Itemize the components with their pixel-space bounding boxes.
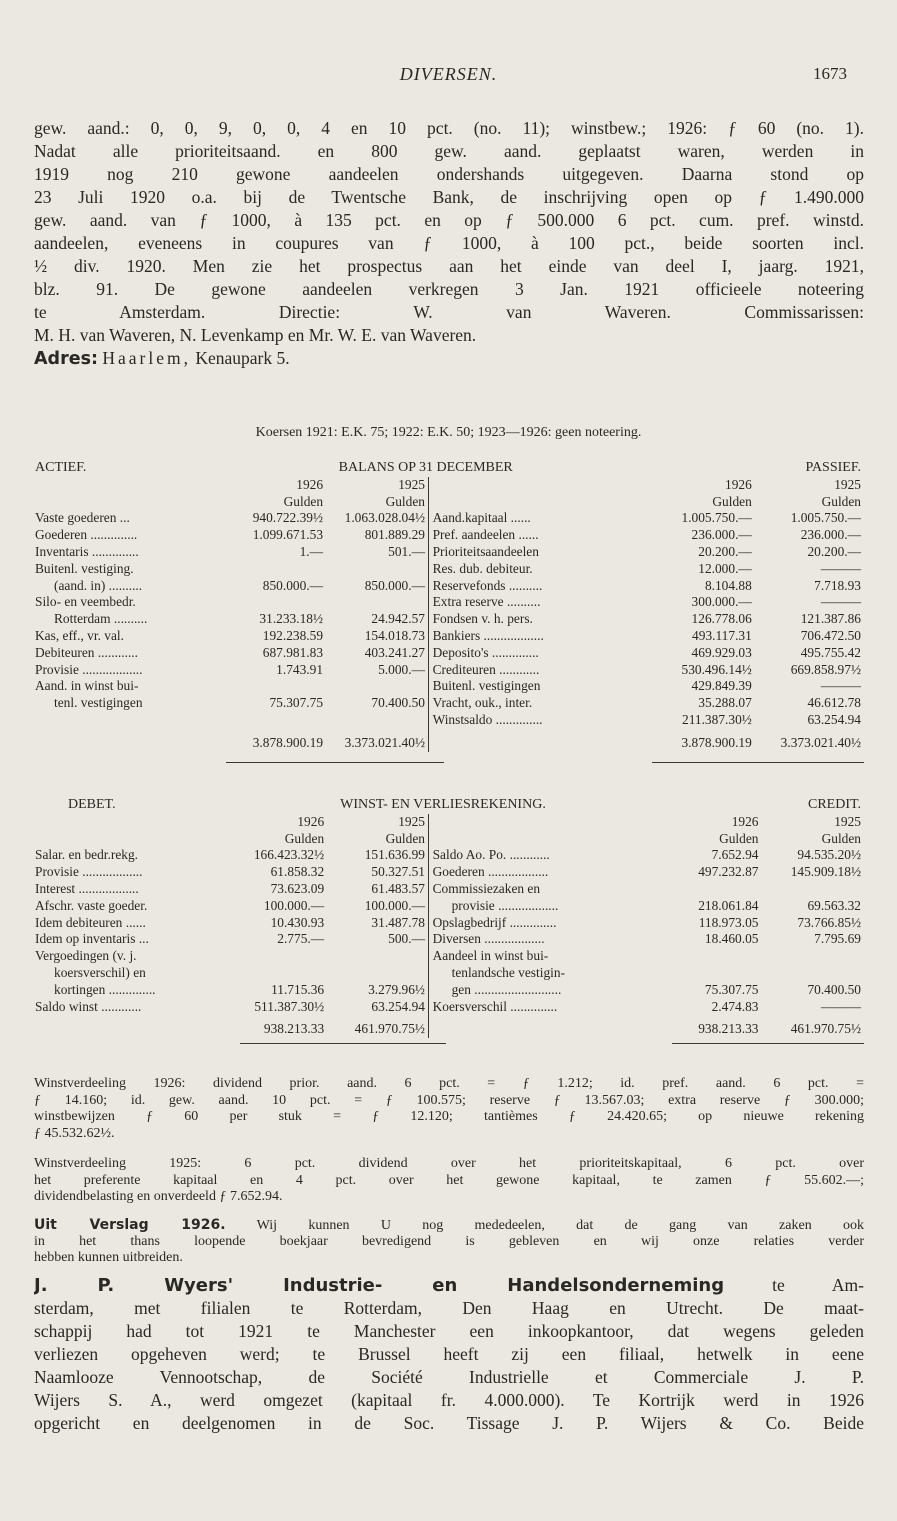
year-heading: 1925: [834, 813, 861, 829]
address-city: Haarlem,: [102, 348, 191, 368]
amount-cell: 100.000.—: [263, 897, 325, 913]
row-label: Buitenl. vestiging.: [35, 560, 134, 576]
table-row: [32, 864, 864, 881]
amount-cell: 11.715.36: [271, 981, 325, 997]
amount-cell: 20.200.—: [698, 543, 752, 559]
amount-cell: 511.387.30½: [254, 998, 325, 1014]
amount-cell: 10.430.93: [270, 914, 325, 930]
text-line: opgericht en deelgenomen in de Soc. Tissage J. P. Wijers & Co. Beide: [34, 1413, 864, 1433]
amount-cell: 500.—: [388, 931, 425, 947]
unit-heading: Gulden: [712, 493, 752, 509]
amount-cell: 154.018.73: [364, 627, 425, 643]
amount-cell: [227, 965, 327, 982]
table-row: [32, 578, 864, 595]
unit-heading: Gulden: [284, 830, 325, 846]
intro-line: M. H. van Waveren, N. Levenkamp en Mr. W. E. van Waveren.: [34, 325, 477, 345]
text-line: verliezen opgeheven werd; te Brussel heeft zij een filiaal, hetwelk in eene: [34, 1344, 864, 1364]
amount-cell: 166.423.32½: [253, 847, 325, 863]
winstverdeeling-1926: [34, 1076, 864, 1142]
amount-cell: 192.238.59: [262, 627, 324, 643]
balance-sheet-table: [32, 460, 864, 752]
row-label: tenl. vestigingen: [54, 695, 143, 711]
amount-cell: 31.233.18½: [259, 611, 324, 627]
row-label: Koersverschil ..............: [432, 998, 558, 1014]
row-label: Rotterdam ..........: [54, 611, 148, 627]
amount-cell: 1.005.750.—: [790, 510, 861, 526]
amount-cell: [326, 594, 428, 611]
year-heading: 1925: [834, 476, 861, 492]
amount-cell: 5.000.—: [378, 661, 425, 677]
amount-cell: 73.766.85½: [797, 914, 861, 930]
credit-heading: CREDIT.: [807, 797, 861, 812]
page-header: [0, 64, 897, 88]
row-label: Res. dub. debiteur.: [432, 560, 533, 576]
address-line: [34, 347, 864, 370]
amount-cell: 24.942.57: [371, 611, 425, 627]
row-label: Vaste goederen ...: [35, 510, 130, 526]
amount-cell: 940.722.39½: [252, 510, 324, 526]
amount-cell: 31.487.78: [371, 914, 425, 930]
unit-heading: Gulden: [283, 493, 324, 509]
intro-line: blz. 91. De gewone aandeelen verkregen 3 Jan. 1921 officieele noteering: [34, 279, 864, 299]
year-heading: 1926: [296, 476, 324, 492]
amount-cell: 3.279.96½: [368, 981, 425, 997]
total-rule: [226, 762, 444, 763]
amount-cell: 75.307.75: [704, 981, 759, 997]
amount-cell: 1.743.91: [276, 661, 324, 677]
row-label: Commissiezaken en: [432, 880, 541, 896]
amount-cell: [327, 965, 428, 982]
text-line: schappij had tot 1921 te Manchester een inkoopkantoor, dat wegens geleden: [34, 1321, 864, 1341]
actief-heading: ACTIEF.: [35, 460, 87, 475]
amount-cell: 7.718.93: [814, 577, 861, 593]
verslag-text: Wij kunnen U nog mededeelen, dat de gang van zaken ook: [256, 1218, 864, 1233]
address-label: Adres:: [34, 349, 98, 369]
amount-cell: 1.005.750.—: [681, 510, 752, 526]
total-cell: 3.373.021.40½: [344, 734, 425, 750]
text-line: Winstverdeeling 1925: 6 pct. dividend over het prioriteitskapitaal, 6 pct. over: [34, 1156, 864, 1171]
amount-cell: 850.000.—: [364, 577, 425, 593]
row-label: Interest ..................: [35, 880, 139, 896]
row-label: Silo- en veembedr.: [35, 594, 136, 610]
amount-cell: 61.483.57: [371, 880, 425, 896]
amount-cell: 1.—: [299, 543, 324, 559]
amount-cell: 469.929.03: [691, 644, 752, 660]
row-label: Debiteuren ............: [35, 644, 139, 660]
table-row: [32, 678, 864, 695]
text-line: ƒ 14.160; id. gew. aand. 10 pct. = ƒ 100.575; reserve ƒ 13.567.03; extra reserve ƒ 300.000;: [34, 1092, 864, 1108]
amount-cell: 706.472.50: [800, 627, 861, 643]
row-label: Saldo Ao. Po. ............: [432, 847, 550, 863]
total-cell: 461.970.75½: [790, 1021, 861, 1037]
intro-line: te Amsterdam. Directie: W. van Waveren. Commissarissen:: [34, 302, 864, 322]
amount-cell: 118.973.05: [698, 914, 759, 930]
amount-cell: 495.755.42: [800, 644, 861, 660]
amount-cell: ———: [820, 678, 861, 694]
amount-cell: 2.474.83: [711, 998, 759, 1014]
unit-heading: Gulden: [821, 493, 861, 509]
row-label: tenlandsche vestigin-: [451, 964, 566, 980]
amount-cell: 2.775.—: [277, 931, 325, 947]
amount-cell: ———: [820, 594, 861, 610]
year-heading: 1926: [297, 813, 325, 829]
amount-cell: 18.460.05: [704, 931, 759, 947]
row-label: provisie ..................: [451, 897, 559, 913]
total-cell: 461.970.75½: [354, 1021, 425, 1037]
row-label: Goederen ..................: [432, 864, 549, 880]
total-cell: 938.213.33: [263, 1021, 325, 1037]
row-label: koersverschil) en: [54, 964, 146, 980]
text-line: hebben kunnen uitbreiden.: [34, 1250, 183, 1265]
amount-cell: [659, 881, 761, 898]
verslag-paragraph: [34, 1217, 864, 1267]
amount-cell: 1.063.028.04½: [344, 510, 425, 526]
koersen-line: Koersen 1921: E.K. 75; 1922: E.K. 50; 1923—1926: geen noteering.: [255, 425, 642, 440]
table-row: [32, 527, 864, 544]
amount-cell: ———: [820, 560, 861, 576]
row-label: (aand. in) ..........: [54, 577, 143, 593]
row-label: Salar. en bedr.rekg.: [35, 847, 138, 863]
intro-line: 1919 nog 210 gewone aandeelen ondershands uitgegeven. Daarna stond op: [34, 164, 864, 184]
amount-cell: 300.000.—: [691, 594, 752, 610]
row-label: Kas, eff., vr. val.: [35, 627, 124, 643]
amount-cell: 20.200.—: [807, 543, 861, 559]
text-line: sterdam, met filialen te Rotterdam, Den Haag en Utrecht. De maat-: [34, 1298, 864, 1318]
amount-cell: 1.099.671.53: [252, 527, 324, 543]
text-line: Wijers S. A., werd omgezet (kapitaal fr. 4.000.000). Te Kortrijk werd in 1926: [34, 1390, 864, 1410]
debet-heading: DEBET.: [68, 797, 116, 812]
profit-loss-title: WINST- EN VERLIESREKENING.: [340, 797, 546, 812]
table-row: [32, 611, 864, 628]
running-title: DIVERSEN.: [399, 64, 498, 84]
amount-cell: 801.889.29: [364, 527, 425, 543]
amount-cell: 70.400.50: [371, 695, 425, 711]
amount-cell: 94.535.20½: [797, 847, 861, 863]
company-name: J. P. Wyers' Industrie- en Handelsonderneming: [34, 1275, 725, 1296]
table-row: [32, 847, 864, 864]
year-heading: 1925: [398, 813, 425, 829]
amount-cell: 850.000.—: [262, 577, 324, 593]
amount-cell: 63.254.94: [807, 711, 861, 727]
text-line: winstbewijzen ƒ 60 per stuk = ƒ 12.120; tantièmes ƒ 24.420.65; op nieuwe rekening: [34, 1109, 864, 1124]
amount-cell: 687.981.83: [262, 644, 324, 660]
amount-cell: [219, 561, 326, 578]
amount-cell: [659, 948, 761, 965]
text-line: [34, 1274, 864, 1297]
intro-line: Nadat alle prioriteitsaand. en 800 gew. aand. geplaatst waren, werden in: [34, 141, 864, 161]
unit-heading: Gulden: [385, 493, 425, 509]
amount-cell: 7.652.94: [711, 847, 759, 863]
unit-heading: Gulden: [719, 830, 759, 846]
amount-cell: 145.909.18½: [790, 864, 861, 880]
row-label: Goederen ..............: [35, 527, 138, 543]
amount-cell: 429.849.39: [691, 678, 752, 694]
row-label: Opslagbedrijf ..............: [432, 914, 557, 930]
row-label: Crediteuren ............: [432, 661, 540, 677]
amount-cell: 501.—: [388, 543, 425, 559]
row-label: [32, 712, 219, 729]
row-label: Winstsaldo ..............: [432, 711, 543, 727]
year-heading: 1926: [725, 476, 752, 492]
amount-cell: 12.000.—: [698, 560, 752, 576]
text-line: Naamlooze Vennootschap, de Société Industrielle et Commerciale J. P.: [34, 1367, 864, 1387]
page-number: 1673: [813, 64, 847, 83]
table-row: [32, 898, 864, 915]
profit-loss-table: [32, 797, 864, 1038]
row-label: Reservefonds ..........: [432, 577, 543, 593]
row-label: Pref. aandeelen ......: [432, 527, 539, 543]
table-row: [32, 712, 864, 729]
total-cell: 3.878.900.19: [681, 734, 752, 750]
amount-cell: [761, 948, 864, 965]
amount-cell: 100.000.—: [364, 897, 425, 913]
amount-cell: 669.858.97½: [790, 661, 861, 677]
table-row: [32, 510, 864, 527]
row-label: gen ..........................: [451, 981, 562, 997]
row-label: Deposito's ..............: [432, 644, 539, 660]
amount-cell: 7.795.69: [814, 931, 861, 947]
text-line: in het thans loopende boekjaar bevredigend is gebleven en wij onze relaties verder: [34, 1233, 864, 1249]
text-line: ƒ 45.532.62½.: [34, 1125, 115, 1141]
amount-cell: 63.254.94: [371, 998, 425, 1014]
amount-cell: 218.061.84: [698, 897, 759, 913]
total-rule: [672, 1043, 864, 1044]
amount-cell: [761, 881, 864, 898]
amount-cell: 211.387.30½: [682, 711, 752, 727]
amount-cell: [227, 948, 327, 965]
unit-heading: Gulden: [821, 830, 861, 846]
table-row: [32, 948, 864, 965]
amount-cell: 236.000.—: [691, 527, 752, 543]
table-row: [32, 628, 864, 645]
total-rule: [240, 1043, 446, 1044]
amount-cell: [219, 594, 326, 611]
table-row: [32, 881, 864, 898]
amount-cell: 8.104.88: [704, 577, 752, 593]
amount-cell: 497.232.87: [698, 864, 759, 880]
row-label: Vergoedingen (v. j.: [35, 948, 137, 964]
total-cell: 3.373.021.40½: [780, 734, 861, 750]
row-label: Bankiers ..................: [432, 627, 544, 643]
row-label: Idem op inventaris ...: [35, 931, 149, 947]
table-row: [32, 982, 864, 999]
amount-cell: 530.496.14½: [681, 661, 752, 677]
intro-line: ½ div. 1920. Men zie het prospectus aan het einde van deel I, jaarg. 1921,: [34, 256, 864, 276]
total-cell: 938.213.33: [698, 1021, 759, 1037]
row-label: Idem debiteuren ......: [35, 914, 146, 930]
text-line: dividendbelasting en onverdeeld ƒ 7.652.94.: [34, 1189, 283, 1204]
passief-heading: PASSIEF.: [805, 460, 861, 475]
table-row: [32, 594, 864, 611]
amount-cell: 35.288.07: [698, 695, 752, 711]
amount-cell: 46.612.78: [807, 695, 861, 711]
intro-line: gew. aand. van ƒ 1000, à 135 pct. en op ƒ 500.000 6 pct. cum. pref. winstd.: [34, 210, 864, 230]
intro-line: 23 Juli 1920 o.a. bij de Twentsche Bank, de inschrijving open op ƒ 1.490.000: [34, 187, 864, 207]
amount-cell: 493.117.31: [692, 627, 752, 643]
row-label: Fondsen v. h. pers.: [432, 611, 533, 627]
total-cell: 3.878.900.19: [252, 734, 324, 750]
amount-cell: 126.778.06: [691, 611, 752, 627]
amount-cell: 75.307.75: [269, 695, 324, 711]
amount-cell: 121.387.86: [800, 611, 861, 627]
wyers-paragraph: [34, 1274, 864, 1435]
year-heading: 1926: [731, 813, 759, 829]
intro-paragraph: [34, 117, 864, 370]
table-row: [32, 965, 864, 982]
row-label: Aandeel in winst bui-: [432, 948, 549, 964]
row-label: kortingen ..............: [54, 981, 156, 997]
balance-title: BALANS OP 31 DECEMBER: [338, 460, 513, 475]
row-label: Extra reserve ..........: [432, 594, 541, 610]
amount-cell: ———: [820, 998, 861, 1014]
amount-cell: [327, 948, 428, 965]
amount-cell: [219, 712, 326, 729]
row-label: Vracht, ouk., inter.: [432, 695, 533, 711]
row-label: Aand.kapitaal ......: [432, 510, 531, 526]
amount-cell: 50.327.51: [371, 864, 425, 880]
table-row: [32, 999, 864, 1016]
amount-cell: 61.858.32: [270, 864, 325, 880]
row-label: Aand. in winst bui-: [35, 678, 139, 694]
row-label: Saldo winst ............: [35, 998, 142, 1014]
row-label: Diversen ..................: [432, 931, 545, 947]
amount-cell: [219, 678, 326, 695]
amount-cell: [326, 561, 428, 578]
amount-cell: [326, 678, 428, 695]
amount-cell: 236.000.—: [800, 527, 861, 543]
intro-line: gew. aand.: 0, 0, 9, 0, 0, 4 en 10 pct. (no. 11); winstbew.; 1926: ƒ 60 (no. 1).: [34, 118, 864, 138]
wyers-first-rest: te Am-: [772, 1275, 864, 1295]
amount-cell: [761, 965, 864, 982]
row-label: Provisie ..................: [35, 661, 143, 677]
row-label: Prioriteitsaandeelen: [432, 543, 539, 559]
table-row: [32, 662, 864, 679]
amount-cell: [659, 965, 761, 982]
table-row: [32, 931, 864, 948]
total-rule: [652, 762, 864, 763]
address-street: Kenaupark 5.: [195, 348, 290, 368]
amount-cell: [326, 712, 428, 729]
text-line: het preferente kapitaal en 4 pct. over het gewone kapitaal, te zamen ƒ 55.602.—;: [34, 1172, 864, 1188]
row-label: Provisie ..................: [35, 864, 143, 880]
amount-cell: 69.563.32: [807, 897, 861, 913]
year-heading: 1925: [398, 476, 425, 492]
text-line: [34, 1217, 864, 1234]
winstverdeeling-1925: [34, 1156, 864, 1206]
table-row: [32, 695, 864, 712]
amount-cell: 151.636.99: [364, 847, 425, 863]
amount-cell: 73.623.09: [270, 880, 325, 896]
row-label: Inventaris ..............: [35, 543, 139, 559]
table-row: [32, 915, 864, 932]
row-label: Buitenl. vestigingen: [432, 678, 541, 694]
verslag-label: Uit Verslag 1926.: [34, 1217, 226, 1233]
unit-heading: Gulden: [385, 830, 425, 846]
text-line: Winstverdeeling 1926: dividend prior. aand. 6 pct. = ƒ 1.212; id. pref. aand. 6 pct. =: [34, 1076, 864, 1091]
row-label: Afschr. vaste goeder.: [35, 897, 148, 913]
amount-cell: 70.400.50: [807, 981, 861, 997]
table-row: [32, 544, 864, 561]
table-row: [32, 561, 864, 578]
amount-cell: 403.241.27: [364, 644, 425, 660]
table-row: [32, 645, 864, 662]
intro-line: aandeelen, eveneens in coupures van ƒ 1000, à 100 pct., beide soorten incl.: [34, 233, 864, 253]
